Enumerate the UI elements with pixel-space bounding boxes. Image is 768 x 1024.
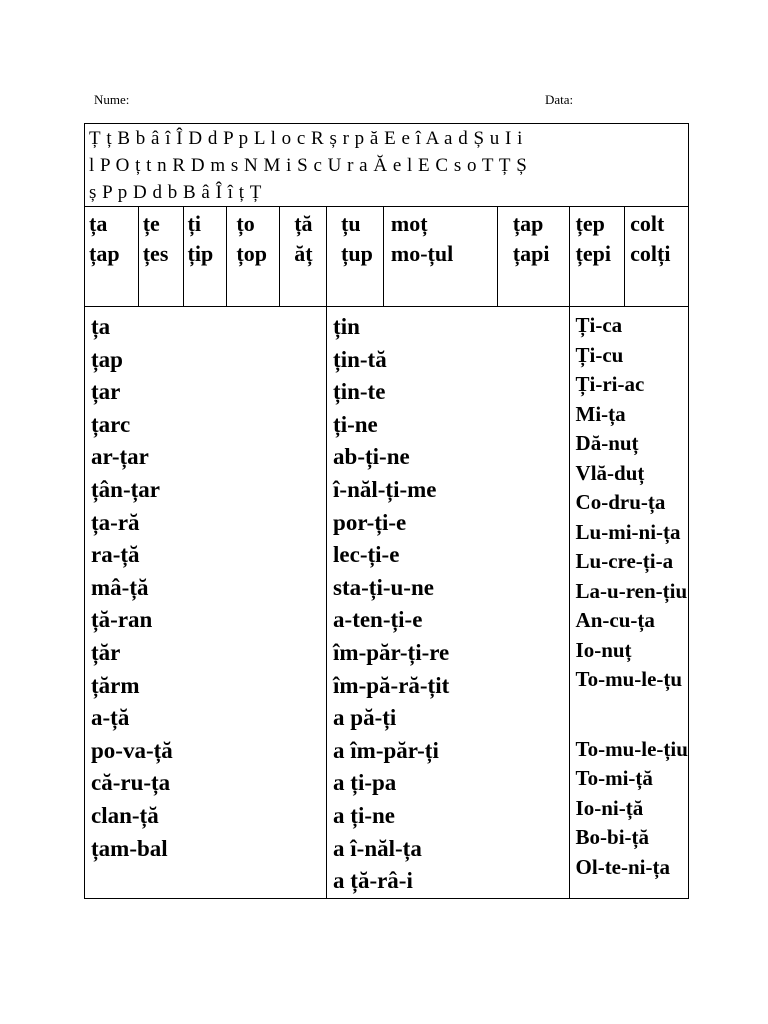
word: țăr xyxy=(91,639,121,665)
syllable-cell: ți țip xyxy=(183,207,227,307)
name-word: To-mu-le-țiu xyxy=(575,736,688,761)
word: țarc xyxy=(91,411,131,437)
letters-line: ș P p D d b B â Î î ț Ț xyxy=(89,182,262,203)
name-word: An-cu-ța xyxy=(575,608,655,632)
syllable-cell: ța țap xyxy=(85,207,139,307)
spacer xyxy=(576,695,688,735)
syllable-cell: colt colți xyxy=(625,207,689,307)
name-word: Io-ni-ță xyxy=(575,795,644,820)
name-word: Ți-ca xyxy=(575,313,623,337)
word: ți-ne xyxy=(333,411,378,437)
word: țin-te xyxy=(333,379,386,405)
word: țân-țar xyxy=(91,476,160,502)
word: a ță-râ-i xyxy=(333,868,413,894)
word: po-va-ță xyxy=(91,737,173,763)
words-column-3 xyxy=(569,307,688,899)
letters-line: l P O ț t n R D m s N M i S c U r a Ă e l E C s o T Ț Ș xyxy=(89,155,528,176)
word: a-ten-ți-e xyxy=(333,607,423,633)
word: îm-pă-ră-țit xyxy=(333,672,450,698)
syllable-cell: moț mo-țul xyxy=(383,207,497,307)
word: țar xyxy=(91,379,121,405)
words-column-1 xyxy=(85,307,327,899)
word: mâ-ță xyxy=(91,574,149,600)
word: ra-ță xyxy=(91,542,140,568)
word: ța-ră xyxy=(91,509,140,535)
name-word: To-mi-ță xyxy=(575,766,653,790)
word: a ți-pa xyxy=(333,770,397,796)
letters-row xyxy=(85,124,689,207)
name-word: Io-nuț xyxy=(575,637,632,662)
syllable-cell: țo țop xyxy=(227,207,280,307)
word: î-năl-ți-me xyxy=(333,476,437,502)
word: a ți-ne xyxy=(333,802,395,828)
worksheet-table xyxy=(84,123,689,899)
word: că-ru-ța xyxy=(91,770,171,796)
name-word: Co-dru-ța xyxy=(575,490,666,514)
word: ță-ran xyxy=(91,607,153,633)
syllables-row xyxy=(85,207,689,307)
words-row xyxy=(85,307,689,899)
name-word: Ți-ri-ac xyxy=(575,372,645,396)
word: țam-bal xyxy=(91,835,168,861)
name-word: To-mu-le-țu xyxy=(575,667,683,691)
name-word: Lu-cre-ți-a xyxy=(575,549,674,573)
word: sta-ți-u-ne xyxy=(333,574,434,600)
word: țap xyxy=(91,346,123,372)
word: ab-ți-ne xyxy=(333,444,410,470)
name-label: Nume: xyxy=(94,92,130,107)
letters-line: Ț ț B b â î Î D d P p L l o c R ș r p ă E e î A a d Ș u I i xyxy=(89,128,523,149)
name-word: Mi-ța xyxy=(575,401,626,426)
word: ța xyxy=(91,314,111,339)
word: țin-tă xyxy=(333,346,387,372)
word: ar-țar xyxy=(91,444,149,470)
word: țin xyxy=(333,314,360,339)
word: țărm xyxy=(91,672,140,698)
syllable-cell: țe țes xyxy=(138,207,183,307)
name-word: Dă-nuț xyxy=(575,431,639,455)
word: a îm-păr-ți xyxy=(333,737,439,763)
word: a-ță xyxy=(91,705,130,731)
syllable-cell: ță ăț xyxy=(280,207,327,307)
name-word: Vlă-duț xyxy=(575,460,645,485)
syllable-cell: țap țapi xyxy=(497,207,569,307)
word: a pă-ți xyxy=(333,705,397,731)
word: por-ți-e xyxy=(333,509,407,535)
word: clan-ță xyxy=(91,802,159,828)
word: îm-păr-ți-re xyxy=(333,639,450,665)
words-column-2 xyxy=(327,307,570,899)
syllable-cell: țu țup xyxy=(327,207,384,307)
name-word: Ți-cu xyxy=(575,342,624,367)
name-word: Lu-mi-ni-ța xyxy=(575,519,681,544)
word: lec-ți-e xyxy=(333,542,400,568)
name-word: La-u-ren-țiu xyxy=(575,578,688,603)
date-label: Data: xyxy=(545,92,574,107)
word: a î-năl-ța xyxy=(333,835,422,861)
syllable-cell: țep țepi xyxy=(569,207,625,307)
name-word: Bo-bi-ță xyxy=(575,825,650,849)
name-word: Ol-te-ni-ța xyxy=(575,854,671,879)
